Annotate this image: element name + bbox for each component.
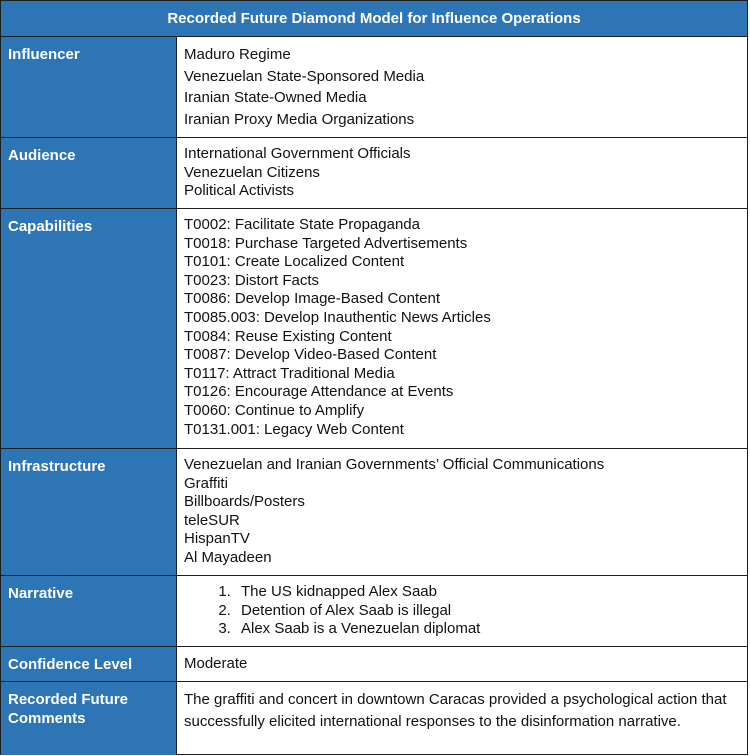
list-item: Political Activists (184, 182, 295, 200)
list-item: Venezuelan Citizens (184, 163, 320, 181)
content-influencer (178, 37, 747, 137)
content-audience (178, 138, 747, 208)
content-narrative (178, 576, 747, 646)
content-comments: The graffiti and concert in downtown Caracas provided a psychological action that successfully elicited international responses to the disinformation narrative. (184, 691, 727, 730)
list-item: T0084: Reuse Existing Content (184, 327, 392, 345)
content-capabilities (178, 209, 747, 448)
list-item: teleSUR (184, 511, 240, 529)
list-item: Al Mayadeen (184, 548, 272, 566)
list-item: Billboards/Posters (184, 493, 305, 511)
list-item: Venezuelan and Iranian Governments’ Official Communications (184, 456, 605, 473)
label-comments: Recorded Future Comments (1, 682, 177, 755)
row-audience (1, 138, 747, 209)
label-infrastructure: Infrastructure (1, 449, 177, 575)
confidence-value: Moderate (184, 655, 248, 672)
label-confidence: Confidence Level (1, 647, 177, 681)
list-item: T0086: Develop Image-Based Content (184, 290, 440, 308)
list-item: Graffiti (184, 474, 228, 492)
content-infrastructure (178, 449, 747, 575)
list-item: Iranian State-Owned Media (184, 89, 367, 106)
content-confidence (178, 647, 747, 681)
list-item: 2. Detention of Alex Saab is illegal (235, 602, 747, 621)
list-item: T0131.001: Legacy Web Content (184, 420, 404, 438)
list-item: T0023: Distort Facts (184, 271, 320, 289)
row-comments (1, 682, 747, 755)
row-capabilities (1, 209, 747, 449)
row-infrastructure (1, 449, 747, 576)
list-item: International Government Officials (184, 145, 411, 162)
label-influencer: Influencer (1, 37, 177, 137)
row-influencer (1, 37, 747, 138)
list-item: Iranian Proxy Media Organizations (184, 110, 415, 128)
row-confidence (1, 647, 747, 682)
list-item: 1. The US kidnapped Alex Saab (235, 583, 747, 602)
label-audience: Audience (1, 138, 177, 208)
list-item: T0087: Develop Video-Based Content (184, 346, 437, 364)
list-item: T0085.003: Develop Inauthentic News Articles (184, 308, 491, 326)
label-narrative: Narrative (1, 576, 177, 646)
list-item: 3. Alex Saab is a Venezuelan diplomat (235, 620, 747, 639)
row-narrative (1, 576, 747, 647)
narrative-list (184, 583, 747, 639)
table-title: Recorded Future Diamond Model for Influence Operations (1, 1, 747, 37)
label-capabilities: Capabilities (1, 209, 177, 448)
list-item: T0018: Purchase Targeted Advertisements (184, 234, 468, 252)
list-item: T0117: Attract Traditional Media (184, 364, 395, 382)
list-item: T0101: Create Localized Content (184, 253, 405, 271)
list-item: T0126: Encourage Attendance at Events (184, 383, 454, 401)
list-item: T0060: Continue to Amplify (184, 401, 365, 419)
list-item: Maduro Regime (184, 46, 291, 63)
list-item: T0002: Facilitate State Propaganda (184, 216, 420, 233)
list-item: Venezuelan State-Sponsored Media (184, 67, 425, 85)
list-item: HispanTV (184, 530, 250, 548)
